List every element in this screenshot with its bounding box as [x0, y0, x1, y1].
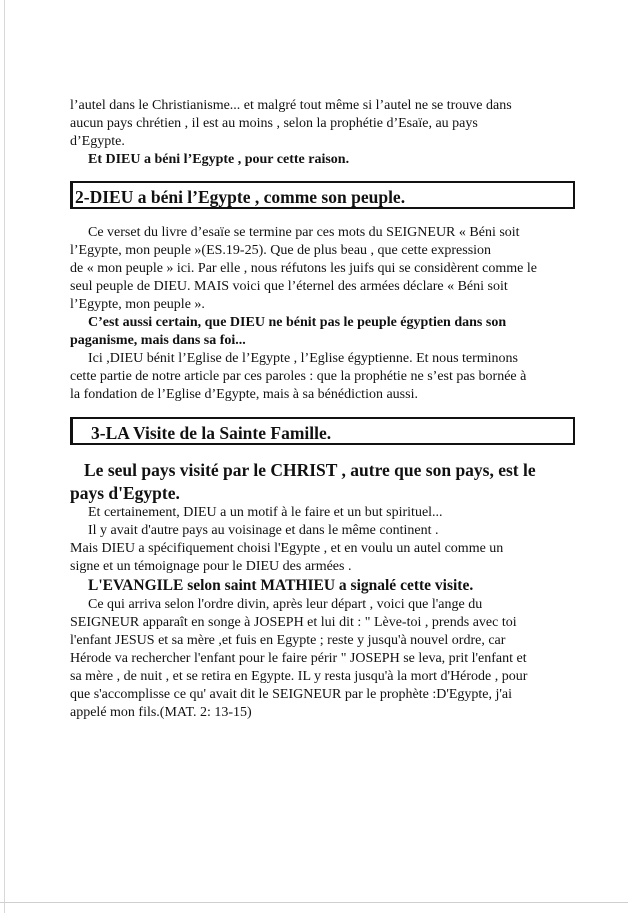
text-line: Ici ,DIEU bénit l’Eglise de l’Egypte , l’Eglise égyptienne. Et nous terminons: [88, 351, 519, 366]
scan-edge-left: [4, 0, 5, 913]
scan-edge-bottom: [0, 902, 628, 903]
text-line: aucun pays chrétien , il est au moins , selon la prophétie d’Esaïe, au pays: [70, 116, 478, 131]
text-line: Hérode va rechercher l'enfant pour le faire périr " JOSEPH se leva, prit l'enfant et: [70, 651, 527, 666]
text-line: sa mère , de nuit , et se retira en Egypte. IL y resta jusqu'à la mort d'Hérode , pour: [70, 669, 528, 684]
text-line: d’Egypte.: [70, 134, 125, 149]
document-page: [70, 97, 575, 722]
text-line: Et certainement, DIEU a un motif à le faire et un but spirituel...: [88, 505, 443, 520]
text-line: l’autel dans le Christianisme... et malgré tout même si l’autel ne se trouve dans: [70, 98, 512, 113]
section-heading-text: 3-LA Visite de la Sainte Famille.: [91, 423, 332, 443]
text-line: seul peuple de DIEU. MAIS voici que l’éternel des armées déclare « Béni soit: [70, 279, 508, 294]
bold-statement: paganisme, mais dans sa foi...: [70, 333, 246, 348]
bold-statement: C’est aussi certain, que DIEU ne bénit pas le peuple égyptien dans son: [88, 315, 507, 330]
gospel-heading: L'EVANGILE selon saint MATHIEU a signalé cette visite.: [88, 577, 474, 594]
bold-statement: Et DIEU a béni l’Egypte , pour cette raison.: [88, 152, 350, 167]
section-heading-text: 2-DIEU a béni l’Egypte , comme son peuple.: [75, 187, 406, 207]
text-line: la fondation de l’Eglise d’Egypte, mais à sa bénédiction aussi.: [70, 387, 418, 402]
intro-paragraph: [70, 97, 575, 169]
text-line: Il y avait d'autre pays au voisinage et dans le même continent .: [88, 523, 439, 538]
text-line: l’Egypte, mon peuple ».: [70, 297, 205, 312]
text-line: l’Egypte, mon peuple »(ES.19-25). Que de plus beau , que cette expression: [70, 243, 492, 258]
section-2-body: [70, 224, 575, 404]
text-line: Mais DIEU a spécifiquement choisi l'Egypte , et en voulu un autel comme un: [70, 541, 504, 556]
text-line: que s'accomplisse ce qu' avait dit le SEIGNEUR par le prophète :D'Egypte, j'ai: [70, 687, 513, 702]
emphasis-heading: pays d'Egypte.: [70, 483, 180, 503]
section-heading-3: [70, 417, 575, 445]
section-heading-2: [70, 181, 575, 209]
text-line: de « mon peuple » ici. Par elle , nous réfutons les juifs qui se considèrent comme le: [70, 261, 537, 276]
text-line: Ce verset du livre d’esaïe se termine par ces mots du SEIGNEUR « Béni soit: [88, 225, 520, 240]
text-line: Ce qui arriva selon l'ordre divin, après leur départ , voici que l'ange du: [88, 597, 483, 612]
text-line: cette partie de notre article par ces paroles : que la prophétie ne s’est pas bornée à: [70, 369, 527, 384]
text-line: signe et un témoignage pour le DIEU des armées .: [70, 559, 352, 574]
text-line: l'enfant JESUS et sa mère ,et fuis en Egypte ; reste y jusqu'à nouvel ordre, car: [70, 633, 506, 648]
text-line: SEIGNEUR apparaît en songe à JOSEPH et lui dit : " Lève-toi , prends avec toi: [70, 615, 517, 630]
text-line: appelé mon fils.(MAT. 2: 13-15): [70, 705, 252, 720]
emphasis-heading: Le seul pays visité par le CHRIST , autre que son pays, est le: [84, 460, 536, 480]
section-3-body: [70, 459, 575, 722]
